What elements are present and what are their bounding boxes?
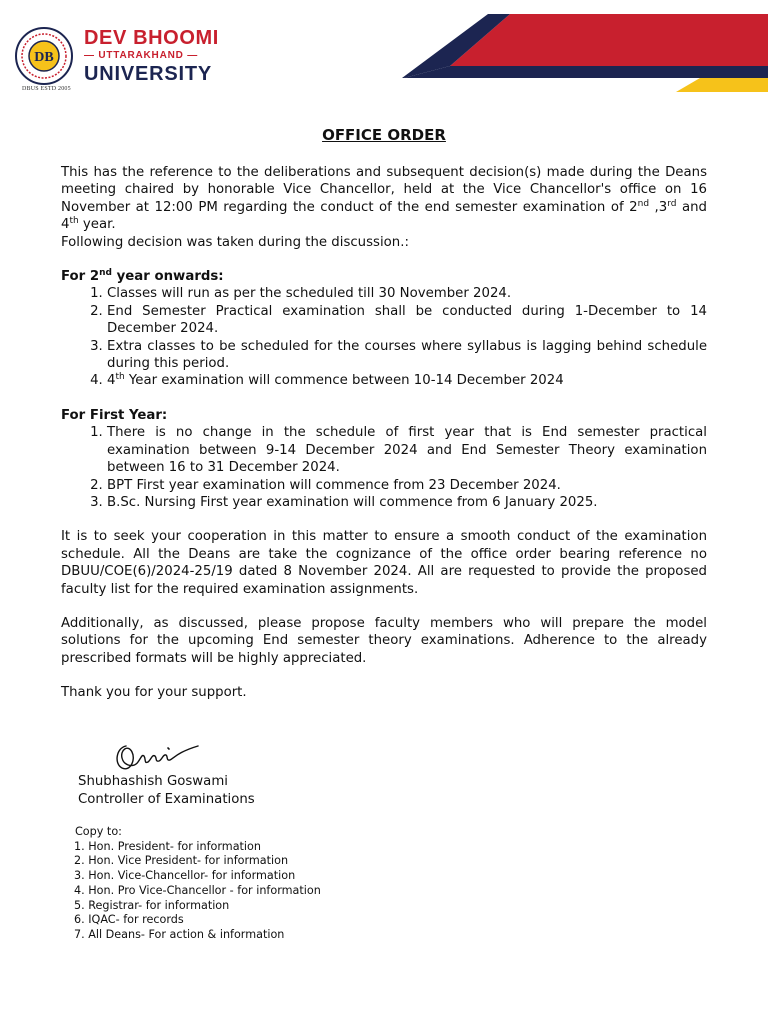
- item4-prefix: 4: [107, 373, 116, 389]
- estd-label: DBUS ESTD 2005: [22, 86, 71, 92]
- copy-to-item: 2. Hon. Vice President- for information: [74, 854, 289, 868]
- section1-heading-b: year onwards:: [111, 269, 224, 285]
- list-item: 1. Classes will run as per the scheduled till 30 November 2024.: [107, 285, 707, 302]
- intro-sup-a: nd: [637, 198, 650, 209]
- university-seal-logo: [14, 26, 74, 86]
- intro-text-d: year.: [78, 217, 116, 233]
- banner-navy-strip: [404, 66, 768, 78]
- list-item: 2. BPT First year examination will commence from 23 December 2024.: [107, 477, 707, 494]
- brand-name-line1: DEV BHOOMI: [84, 27, 219, 49]
- list-item: 3. Extra classes to be scheduled for the courses where syllabus is lagging behind schedule during this period.: [107, 338, 707, 373]
- intro-paragraph: [61, 164, 707, 234]
- thanks-line: Thank you for your support.: [61, 685, 247, 701]
- copy-to-item: 7. All Deans- For action & information: [74, 927, 285, 941]
- letter-body: [61, 164, 707, 702]
- first-year-list: [61, 424, 707, 511]
- intro-sup-b: rd: [667, 198, 677, 209]
- item4-sup: th: [115, 372, 125, 383]
- copy-to-item: 4. Hon. Pro Vice-Chancellor - for information: [74, 883, 321, 897]
- list-item: 3. B.Sc. Nursing First year examination will commence from 6 January 2025.: [107, 494, 707, 511]
- additional-paragraph: Additionally, as discussed, please propose faculty members who will prepare the model solutions for the upcoming End semester theory examinations. Adherence to the already prescribed formats will be highly appreciated.: [61, 615, 707, 666]
- intro-line2: Following decision was taken during the discussion.:: [61, 234, 409, 250]
- copy-to-item: 5. Registrar- for information: [74, 898, 230, 912]
- second-year-list: [61, 285, 707, 389]
- intro-sup-c: th: [69, 216, 79, 227]
- document-title: OFFICE ORDER: [322, 126, 446, 144]
- section1-heading-sup: nd: [99, 268, 112, 279]
- signatory-designation: Controller of Examinations: [78, 792, 255, 807]
- copy-to-heading: Copy to:: [75, 825, 122, 838]
- intro-text-b: ,3: [649, 199, 668, 215]
- list-item: 1. There is no change in the schedule of first year that is End semester practical examination between 9-14 December 2024 and End Semester Theory examination between 16 to 31 December 2024.: [107, 424, 707, 476]
- section1-heading-a: For 2: [61, 269, 100, 285]
- copy-to-list: [74, 825, 321, 943]
- section-heading-second-year: [61, 268, 707, 285]
- list-item: 2. End Semester Practical examination shall be conducted during 1-December to 14 December 2024.: [107, 303, 707, 338]
- signatory-block: [78, 773, 255, 809]
- university-brand: [84, 27, 219, 85]
- item4-rest: Year examination will commence between 10-14 December 2024: [124, 373, 564, 389]
- list-item: [107, 372, 707, 389]
- signatory-name: Shubhashish Goswami: [78, 774, 228, 789]
- intro-text-a: This has the reference to the deliberations and subsequent decision(s) made during the Deans meeting chaired by honorable Vice Chancellor, held at the Vice Chancellor's office on 16 November at 12:00 PM regarding the conduct of the end semester examination of 2: [61, 165, 707, 215]
- cooperation-paragraph: It is to seek your cooperation in this matter to ensure a smooth conduct of the examination schedule. All the Deans are take the cognizance of the office order bearing reference no DBUU/COE(6)/2024-25/19 dated 8 November 2024. All are requested to provide the proposed faculty list for the required examination assignments.: [61, 529, 707, 597]
- brand-name-line2: — UTTARAKHAND —: [84, 50, 199, 61]
- copy-to-item: 1. Hon. President- for information: [74, 839, 261, 853]
- banner-yellow-band: [676, 78, 768, 92]
- intro-text-c: and 4: [61, 199, 707, 233]
- section-heading-first-year: For First Year:: [61, 407, 168, 423]
- copy-to-item: 3. Hon. Vice-Chancellor- for information: [74, 869, 296, 883]
- svg-text:DB: DB: [34, 50, 54, 65]
- brand-name-line3: UNIVERSITY: [84, 63, 213, 85]
- copy-to-item: 6. IQAC- for records: [74, 913, 184, 927]
